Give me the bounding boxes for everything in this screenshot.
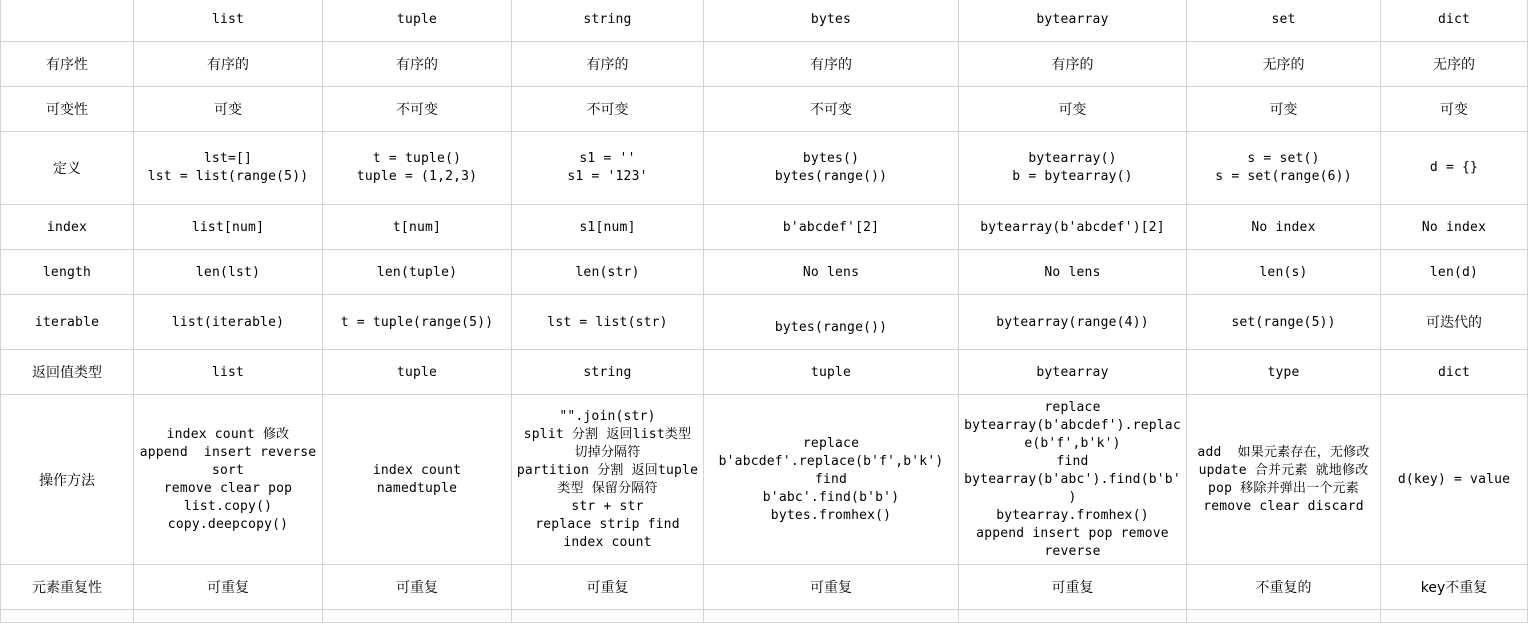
cell-mutable-list[interactable]: 可变 [134, 87, 323, 132]
empty-cell[interactable] [1, 610, 134, 623]
cell-line: t = tuple() [372, 151, 462, 166]
cell-return-bytearray[interactable]: bytearray [959, 350, 1187, 395]
cell-duplicates-string[interactable]: 可重复 [512, 565, 704, 610]
cell-line: append insert reverse [139, 444, 317, 460]
cell-iterable-set[interactable]: set(range(5)) [1187, 295, 1381, 350]
row-label-return-type[interactable]: 返回值类型 [1, 350, 134, 395]
cell-line: str + str [571, 498, 644, 514]
cell-line: add 如果元素存在，无修改 [1197, 444, 1370, 460]
cell-iterable-bytearray[interactable]: bytearray(range(4)) [959, 295, 1187, 350]
cell-line: index count [563, 534, 652, 550]
cell-line: bytes.fromhex() [770, 507, 892, 523]
cell-line: bytes() [802, 151, 860, 166]
cell-return-list[interactable]: list [134, 350, 323, 395]
cell-line: e(b'f',b'k') [1024, 435, 1121, 451]
cell-line: remove clear discard [1203, 498, 1364, 514]
cell-duplicates-bytes[interactable]: 可重复 [704, 565, 959, 610]
cell-ordered-tuple[interactable]: 有序的 [323, 42, 512, 87]
cell-line: bytes(range()) [774, 169, 888, 184]
cell-duplicates-list[interactable]: 可重复 [134, 565, 323, 610]
cell-mutable-set[interactable]: 可变 [1187, 87, 1381, 132]
cell-line: bytearray(b'abc').find(b'b' [964, 471, 1181, 487]
cell-line: bytearray.fromhex() [996, 507, 1149, 523]
cell-line: find [814, 471, 848, 487]
cell-return-set[interactable]: type [1187, 350, 1381, 395]
cell-return-string[interactable]: string [512, 350, 704, 395]
cell-line: b'abc'.find(b'b') [762, 489, 900, 505]
header-string[interactable]: string [512, 0, 704, 42]
cell-operations-dict[interactable] [1381, 395, 1528, 565]
row-mutable [1, 87, 1528, 132]
cell-index-tuple[interactable]: t[num] [323, 205, 512, 250]
row-label-operations[interactable]: 操作方法 [1, 395, 134, 565]
cell-duplicates-bytearray[interactable]: 可重复 [959, 565, 1187, 610]
cell-mutable-bytearray[interactable]: 可变 [959, 87, 1187, 132]
cell-mutable-dict[interactable]: 可变 [1381, 87, 1528, 132]
row-operations [1, 395, 1528, 565]
cell-length-tuple[interactable]: len(tuple) [323, 250, 512, 295]
cell-definition-dict[interactable] [1381, 132, 1528, 205]
cell-ordered-list[interactable]: 有序的 [134, 42, 323, 87]
cell-ordered-set[interactable]: 无序的 [1187, 42, 1381, 87]
cell-line: s = set() [1247, 151, 1320, 166]
row-label-length[interactable]: length [1, 250, 134, 295]
cell-index-set[interactable]: No index [1187, 205, 1381, 250]
cell-line: replace [802, 435, 860, 451]
cell-ordered-dict[interactable]: 无序的 [1381, 42, 1528, 87]
cell-operations-set[interactable] [1187, 395, 1381, 565]
cell-line: tuple = (1,2,3) [356, 169, 478, 184]
cell-line: 切掉分隔符 [574, 444, 641, 460]
cell-return-dict[interactable]: dict [1381, 350, 1528, 395]
cell-length-bytearray[interactable]: No lens [959, 250, 1187, 295]
cell-line: d(key) = value [1397, 471, 1511, 487]
cell-line: remove clear pop [163, 480, 293, 496]
cell-iterable-dict[interactable]: 可迭代的 [1381, 295, 1528, 350]
cell-line: append insert pop remove [976, 525, 1169, 541]
row-label-duplicates[interactable]: 元素重复性 [1, 565, 134, 610]
empty-cell[interactable] [323, 610, 512, 623]
cell-line: namedtuple [376, 480, 458, 496]
cell-line: 类型 保留分隔符 [557, 480, 658, 496]
cell-line: s1 = '' [579, 151, 636, 166]
cell-line: index count [372, 462, 462, 478]
cell-index-list[interactable]: list[num] [134, 205, 323, 250]
cell-return-bytes[interactable]: tuple [704, 350, 959, 395]
cell-index-bytearray[interactable]: bytearray(b'abcdef')[2] [959, 205, 1187, 250]
cell-line: find [1056, 453, 1089, 469]
cell-line: replace strip find [535, 516, 680, 532]
header-row [1, 0, 1528, 42]
row-ordered [1, 42, 1528, 87]
cell-definition-string[interactable] [512, 132, 704, 205]
cell-line: bytearray(b'abcdef').replac [964, 417, 1181, 433]
cell-line: copy.deepcopy() [167, 516, 289, 532]
cell-operations-string[interactable] [512, 395, 704, 565]
cell-length-bytes[interactable]: No lens [704, 250, 959, 295]
cell-line: ) [1068, 489, 1077, 505]
row-definition [1, 132, 1528, 205]
cell-operations-tuple[interactable] [323, 395, 512, 565]
cell-iterable-bytes[interactable]: bytes(range()) [704, 295, 959, 350]
cell-mutable-string[interactable]: 不可变 [512, 87, 704, 132]
empty-cell[interactable] [1187, 610, 1381, 623]
cell-definition-tuple[interactable] [323, 132, 512, 205]
cell-length-string[interactable]: len(str) [512, 250, 704, 295]
row-label-definition[interactable]: 定义 [1, 132, 134, 205]
cell-mutable-tuple[interactable]: 不可变 [323, 87, 512, 132]
cell-operations-bytes[interactable] [704, 395, 959, 565]
cell-iterable-list[interactable]: list(iterable) [134, 295, 323, 350]
cell-line: b = bytearray() [1012, 169, 1133, 184]
cell-definition-bytearray[interactable] [959, 132, 1187, 205]
empty-cell[interactable] [959, 610, 1187, 623]
row-empty [1, 610, 1528, 623]
row-label-index[interactable]: index [1, 205, 134, 250]
cell-definition-set[interactable] [1187, 132, 1381, 205]
cell-ordered-bytes[interactable]: 有序的 [704, 42, 959, 87]
header-list[interactable]: list [134, 0, 323, 42]
cell-line: sort [211, 462, 245, 478]
cell-length-list[interactable]: len(lst) [134, 250, 323, 295]
cell-length-dict[interactable]: len(d) [1381, 250, 1528, 295]
header-tuple[interactable]: tuple [323, 0, 512, 42]
cell-line: "".join(str) [559, 408, 656, 424]
header-bytes[interactable]: bytes [704, 0, 959, 42]
cell-line: d = {} [1429, 160, 1479, 175]
cell-mutable-bytes[interactable]: 不可变 [704, 87, 959, 132]
cell-line: b'abcdef'.replace(b'f',b'k') [718, 453, 944, 469]
row-length [1, 250, 1528, 295]
cell-ordered-string[interactable]: 有序的 [512, 42, 704, 87]
cell-operations-list[interactable] [134, 395, 323, 565]
row-label-iterable[interactable]: iterable [1, 295, 134, 350]
cell-index-bytes[interactable]: b'abcdef'[2] [704, 205, 959, 250]
row-duplicates [1, 565, 1528, 610]
cell-line: lst=[] [203, 151, 253, 166]
cell-iterable-string[interactable]: lst = list(str) [512, 295, 704, 350]
cell-line: split 分割 返回list类型 [523, 426, 692, 442]
cell-line: s1 = '123' [567, 169, 648, 184]
header-corner-cell[interactable] [1, 0, 134, 42]
cell-duplicates-tuple[interactable]: 可重复 [323, 565, 512, 610]
cell-line: partition 分割 返回tuple [516, 462, 699, 478]
row-label-mutable[interactable]: 可变性 [1, 87, 134, 132]
cell-line: reverse [1044, 543, 1101, 559]
row-label-ordered[interactable]: 有序性 [1, 42, 134, 87]
cell-length-set[interactable]: len(s) [1187, 250, 1381, 295]
empty-cell[interactable] [512, 610, 704, 623]
header-bytearray[interactable]: bytearray [959, 0, 1187, 42]
cell-line: replace [1044, 399, 1101, 415]
cell-line: lst = list(range(5)) [147, 169, 309, 184]
cell-line: bytearray() [1028, 151, 1117, 166]
cell-operations-bytearray[interactable] [959, 395, 1187, 565]
cell-definition-list[interactable] [134, 132, 323, 205]
cell-line: list.copy() [183, 498, 273, 514]
row-return-type [1, 350, 1528, 395]
cell-duplicates-set[interactable]: 不重复的 [1187, 565, 1381, 610]
empty-cell[interactable] [704, 610, 959, 623]
header-set[interactable]: set [1187, 0, 1381, 42]
header-dict[interactable]: dict [1381, 0, 1528, 42]
cell-index-string[interactable]: s1[num] [512, 205, 704, 250]
empty-cell[interactable] [1381, 610, 1528, 623]
cell-duplicates-dict[interactable]: key不重复 [1381, 565, 1528, 610]
cell-line: s = set(range(6)) [1215, 169, 1352, 184]
empty-cell[interactable] [134, 610, 323, 623]
cell-index-dict[interactable]: No index [1381, 205, 1528, 250]
cell-line: update 合并元素 就地修改 [1198, 462, 1369, 478]
cell-ordered-bytearray[interactable]: 有序的 [959, 42, 1187, 87]
cell-definition-bytes[interactable] [704, 132, 959, 205]
cell-return-tuple[interactable]: tuple [323, 350, 512, 395]
row-index [1, 205, 1528, 250]
cell-iterable-tuple[interactable]: t = tuple(range(5)) [323, 295, 512, 350]
row-iterable [1, 295, 1528, 350]
cell-line: pop 移除并弹出一个元素 [1208, 480, 1359, 496]
cell-line: index count 修改 [166, 426, 290, 442]
